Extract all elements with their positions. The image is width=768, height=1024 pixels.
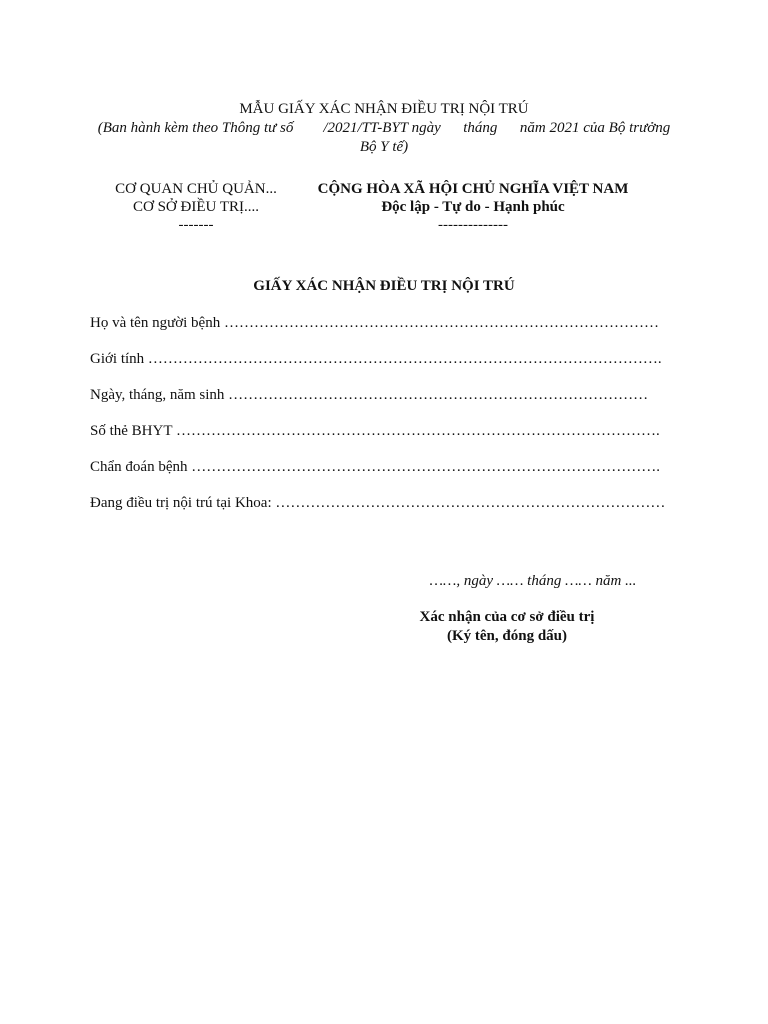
signature-title: Xác nhận của cơ sở điều trị [419,609,595,625]
field-insurance-card: Số thẻ BHYT ……………………………………………………………………………………. [90,423,660,439]
signature-block [376,608,638,646]
subtitle-line-1: (Ban hành kèm theo Thông tư số /2021/TT-BYT ngày tháng năm 2021 của Bộ trưởng [97,120,671,136]
agency-header [96,180,296,234]
form-title: GIẤY XÁC NHẬN ĐIỀU TRỊ NỘI TRÚ [253,278,515,294]
national-divider: -------------- [438,217,508,233]
document-subtitle [90,119,678,157]
subtitle-line-2: Bộ Y tế) [359,139,409,155]
field-department: Đang điều trị nội trú tại Khoa: …………………………………………………………………… [90,495,666,511]
field-date-of-birth: Ngày, tháng, năm sinh ………………………………………………………………………… [90,387,649,403]
agency-line-1: CƠ QUAN CHỦ QUẢN... [115,181,277,197]
field-gender: Giới tính …………………………………………………………………………………………. [90,351,662,367]
national-title: CỘNG HÒA XÃ HỘI CHỦ NGHĨA VIỆT NAM [317,181,629,197]
national-header [300,180,646,234]
field-diagnosis: Chẩn đoán bệnh …………………………………………………………………………………. [90,459,660,475]
signature-note: (Ký tên, đóng dấu) [446,628,568,644]
national-motto: Độc lập - Tự do - Hạnh phúc [381,199,565,215]
document-title: MẪU GIẤY XÁC NHẬN ĐIỀU TRỊ NỘI TRÚ [239,101,529,117]
agency-line-2: CƠ SỞ ĐIỀU TRỊ.... [133,199,259,215]
field-patient-name: Họ và tên người bệnh …………………………………………………………………………… [90,315,659,331]
date-line: ……, ngày …… tháng …… năm ... [429,573,637,589]
agency-divider: ------- [178,217,214,233]
